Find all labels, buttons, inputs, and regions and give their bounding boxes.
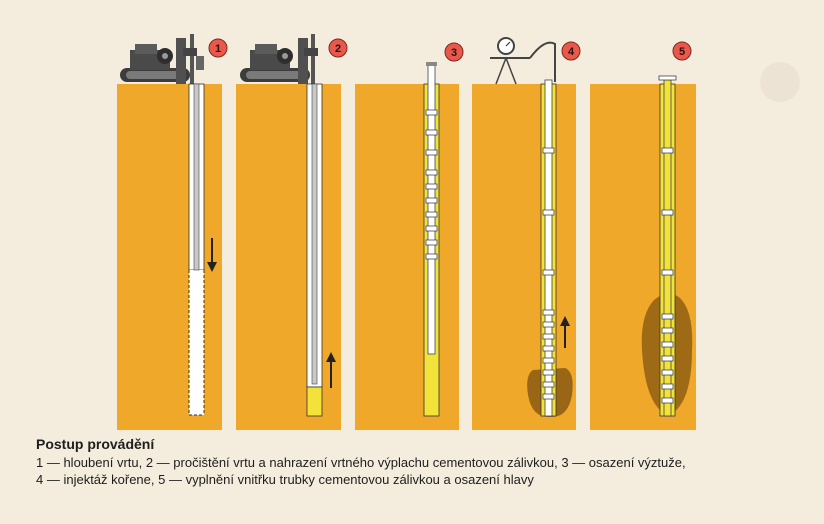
pressure-gauge-icon (490, 38, 555, 84)
drill-rig-icon (120, 34, 204, 84)
caption-title: Postup provádění (36, 436, 155, 452)
drill-rig-icon (240, 34, 318, 84)
step-badge-5 (673, 42, 691, 60)
step-badge-2 (329, 39, 347, 57)
soil-panel-3 (355, 84, 459, 430)
step-badge-4 (562, 42, 580, 60)
soil-panel-1 (117, 84, 222, 430)
step-badge-1 (209, 39, 227, 57)
figure-caption (36, 436, 806, 488)
step-3-reinforcement (424, 62, 439, 416)
step-number-5: 5 (678, 46, 686, 58)
step-number-4: 4 (567, 46, 575, 58)
soil-panel-2 (236, 84, 341, 430)
caption-line-1: 1 — hloubení vrtu, 2 — pročištění vrtu a nahrazení vrtného výplachu cementovou zálivkou, 3 — osazení výztuže, (36, 455, 686, 470)
caption-line-2: 4 — injektáž kořene, 5 — vyplnění vnitřku trubky cementovou zálivkou a osazení hlavy (36, 472, 534, 487)
step-number-2: 2 (334, 43, 342, 55)
step-number-3: 3 (450, 47, 458, 59)
step-number-1: 1 (214, 43, 222, 55)
step-badge-3 (445, 43, 463, 61)
